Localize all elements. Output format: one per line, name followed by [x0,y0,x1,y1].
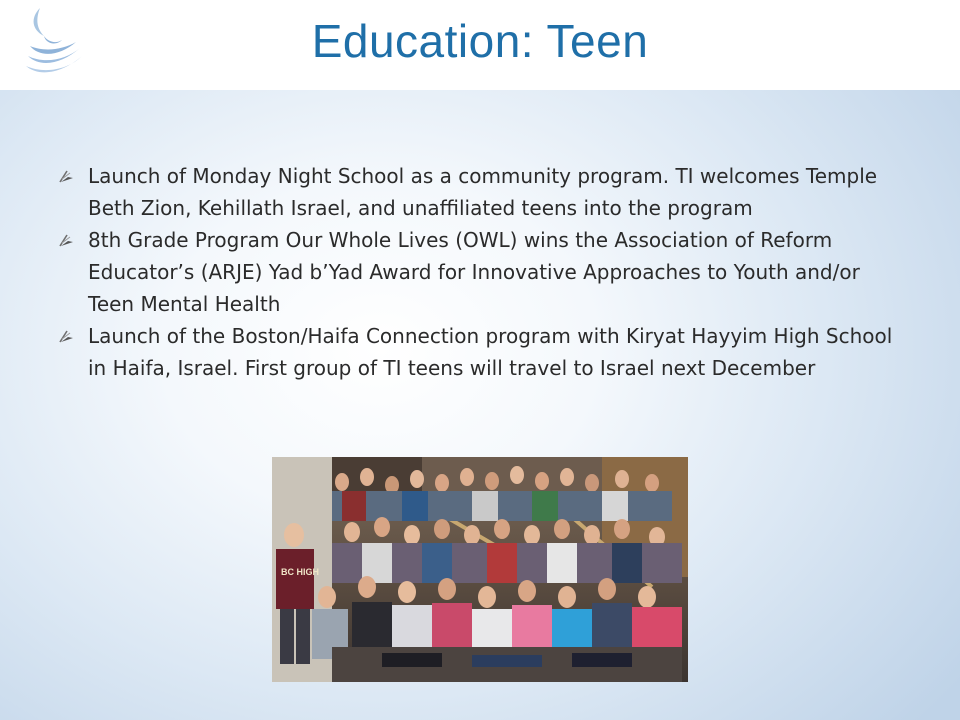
quill-arrow-bullet-icon [58,233,74,247]
group-photo [272,457,688,682]
bullet-text: 8th Grade Program Our Whole Lives (OWL) wins the Association of Reform Educator’s (ARJE) Yad b’Yad Award for Innovative Approaches to Youth and/or Teen Mental Health [88,228,860,316]
bullet-item [58,160,908,224]
slide-title: Education: Teen [311,15,649,67]
quill-arrow-bullet-icon [58,329,74,343]
bullet-item [58,224,908,320]
bullet-list [58,160,908,384]
bullet-text: Launch of the Boston/Haifa Connection program with Kiryat Hayyim High School in Haifa, Israel. First group of TI teens will travel to Israel next December [88,324,893,380]
slide-body [0,90,960,720]
bullet-item [58,320,908,384]
quill-arrow-bullet-icon [58,169,74,183]
bullet-text: Launch of Monday Night School as a community program. TI welcomes Temple Beth Zion, Kehillath Israel, and unaffiliated teens into the program [88,164,878,220]
group-photo-image [272,457,688,682]
shirt-text: BC HIGH [281,567,319,577]
crowd [276,466,682,682]
slide-header [0,0,960,90]
